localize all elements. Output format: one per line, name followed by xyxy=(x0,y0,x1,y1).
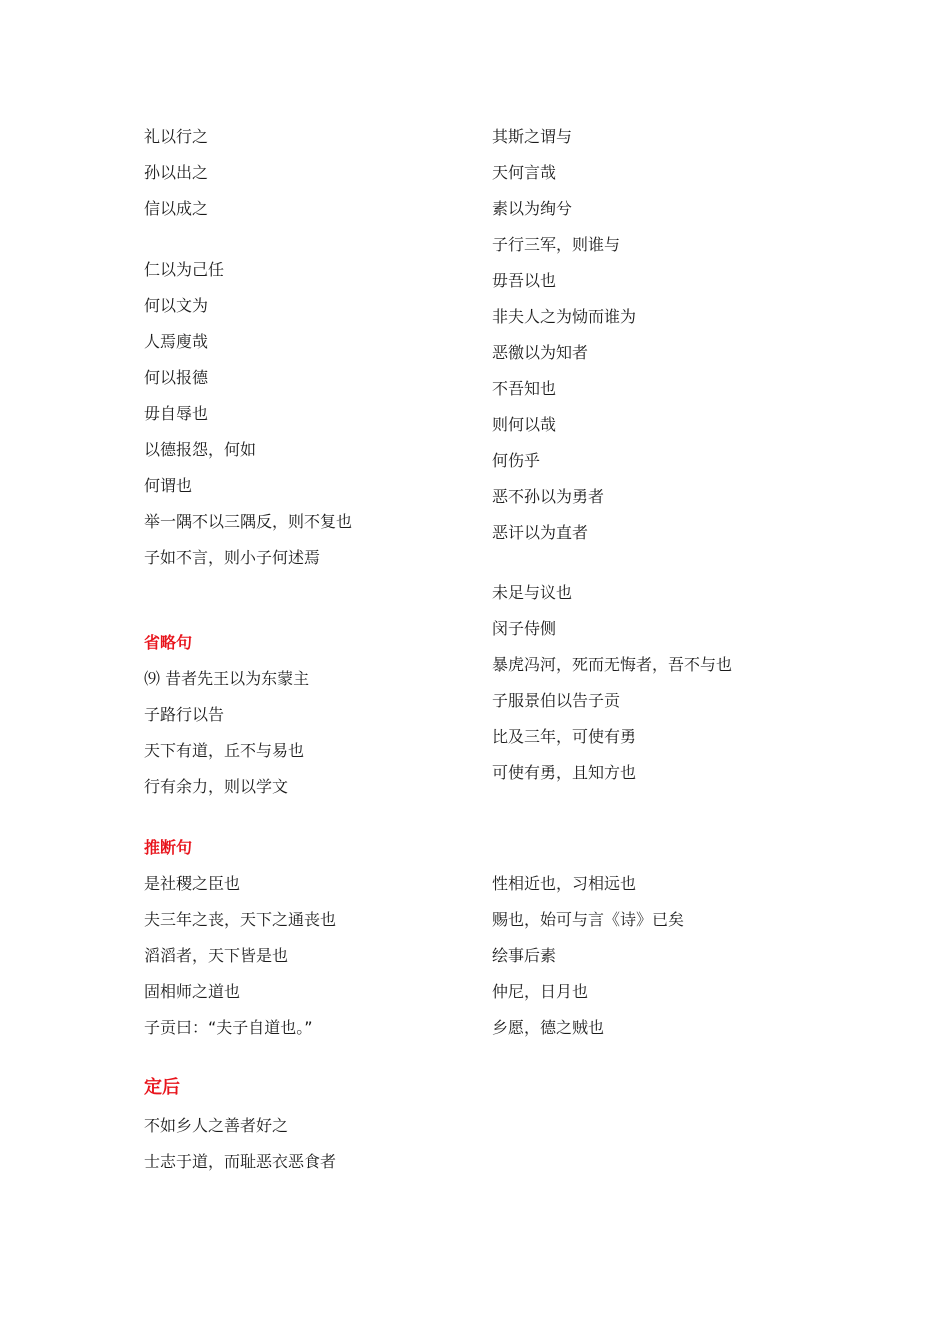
text-line: 非夫人之为恸而谁为 xyxy=(492,307,637,326)
text-line: 恶徼以为知者 xyxy=(492,343,589,362)
text-line: 毋自辱也 xyxy=(144,404,209,423)
text-line: 乡愿，德之贼也 xyxy=(492,1018,605,1037)
text-line: 未足与议也 xyxy=(492,583,573,602)
text-line: 子路行以告 xyxy=(144,705,225,724)
text-line: 其斯之谓与 xyxy=(492,127,573,146)
text-line: 子如不言，则小子何述焉 xyxy=(144,548,321,567)
text-line: 则何以哉 xyxy=(492,415,557,434)
text-line: 可使有勇，且知方也 xyxy=(492,763,637,782)
text-line: 毋吾以也 xyxy=(492,271,557,290)
text-line: 何伤乎 xyxy=(492,451,541,470)
text-line: 举一隅不以三隅反，则不复也 xyxy=(144,512,353,531)
text-line: 赐也，始可与言《诗》已矣 xyxy=(492,910,685,929)
text-line: 子贡曰：“夫子自道也。” xyxy=(144,1018,313,1037)
text-line: 不如乡人之善者好之 xyxy=(144,1116,289,1135)
text-line: 固相师之道也 xyxy=(144,982,241,1001)
text-line: 天何言哉 xyxy=(492,163,557,182)
text-line: 是社稷之臣也 xyxy=(144,874,241,893)
text-line: 以德报怨，何如 xyxy=(144,440,257,459)
text-line: 何以报德 xyxy=(144,368,209,387)
text-line: 行有余力，则以学文 xyxy=(144,777,289,796)
section-heading-tuiduan: 推断句 xyxy=(144,838,193,857)
text-line: 礼以行之 xyxy=(144,127,209,146)
text-line: 何谓也 xyxy=(144,476,193,495)
text-line: 比及三年，可使有勇 xyxy=(492,727,637,746)
text-line: 子服景伯以告子贡 xyxy=(492,691,621,710)
text-line: 孙以出之 xyxy=(144,163,209,182)
text-line: 性相近也，习相远也 xyxy=(492,874,637,893)
text-line: ⑼ 昔者先王以为东蒙主 xyxy=(144,669,310,688)
text-line: 人焉廋哉 xyxy=(144,332,209,351)
text-line: 夫三年之丧，天下之通丧也 xyxy=(144,910,337,929)
text-line: 绘事后素 xyxy=(492,946,557,965)
text-line: 恶讦以为直者 xyxy=(492,523,589,542)
section-heading-shenglue: 省略句 xyxy=(144,633,193,652)
text-line: 素以为绚兮 xyxy=(492,199,573,218)
text-line: 恶不孙以为勇者 xyxy=(492,487,605,506)
text-line: 士志于道，而耻恶衣恶食者 xyxy=(144,1152,337,1171)
text-line: 仁以为己任 xyxy=(144,260,225,279)
text-line: 何以文为 xyxy=(144,296,209,315)
text-line: 不吾知也 xyxy=(492,379,557,398)
text-line: 信以成之 xyxy=(144,199,209,218)
section-heading-dinghou: 定后 xyxy=(144,1077,180,1098)
text-line: 仲尼，日月也 xyxy=(492,982,589,1001)
text-line: 子行三军，则谁与 xyxy=(492,235,621,254)
text-line: 滔滔者，天下皆是也 xyxy=(144,946,289,965)
text-line: 闵子侍侧 xyxy=(492,619,557,638)
text-line: 暴虎冯河，死而无悔者，吾不与也 xyxy=(492,655,733,674)
text-line: 天下有道，丘不与易也 xyxy=(144,741,305,760)
